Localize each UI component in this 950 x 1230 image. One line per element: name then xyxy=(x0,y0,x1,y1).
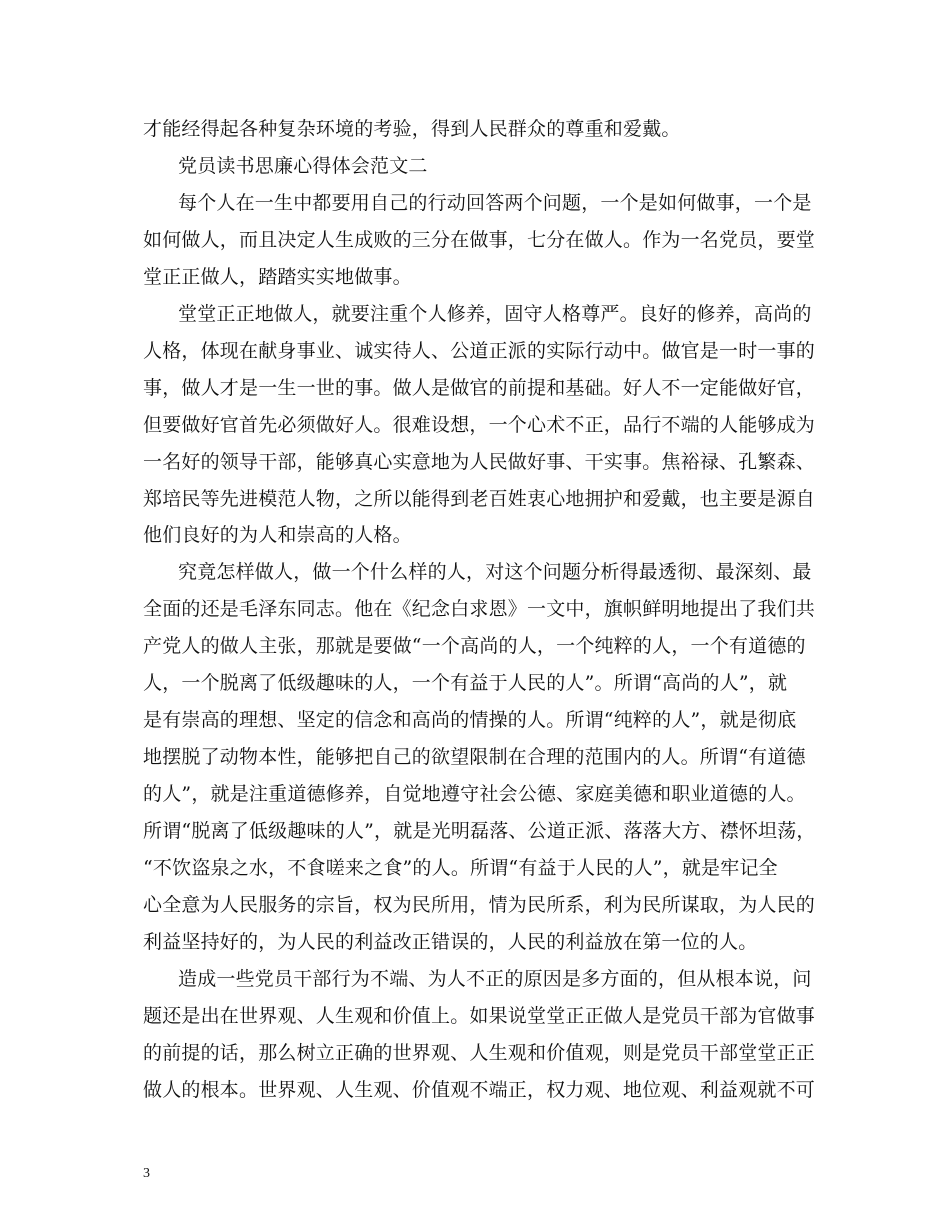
text-line: 心全意为人民服务的宗旨，权为民所用，情为民所系，利为民所谋取，为人民的 xyxy=(143,894,816,916)
text-line: 郑培民等先进模范人物，之所以能得到老百姓衷心地拥护和爱戴，也主要是源自 xyxy=(143,488,816,510)
text-line: 全面的还是毛泽东同志。他在《纪念白求恩》一文中，旗帜鲜明地提出了我们共 xyxy=(143,598,816,620)
text-line: 所谓“脱离了低级趣味的人”，就是光明磊落、公道正派、落落大方、襟怀坦荡， xyxy=(143,820,816,842)
text-line: 产党人的做人主张，那就是要做“一个高尚的人，一个纯粹的人，一个有道德的 xyxy=(143,635,806,657)
text-line: 如何做人，而且决定人生成败的三分在做事，七分在做人。作为一名党员，要堂 xyxy=(143,229,816,251)
text-line: 事，做人才是一生一世的事。做人是做官的前提和基础。好人不一定能做好官， xyxy=(143,377,816,399)
text-line: 造成一些党员干部行为不端、为人不正的原因是多方面的，但从根本说，问 xyxy=(178,968,812,990)
text-line: 每个人在一生中都要用自己的行动回答两个问题，一个是如何做事，一个是 xyxy=(178,192,812,214)
section-heading: 党员读书思廉心得体会范文二 xyxy=(178,155,428,177)
text-line: 利益坚持好的，为人民的利益改正错误的，人民的利益放在第一位的人。 xyxy=(143,931,758,953)
text-line: “不饮盗泉之水，不食嗟来之食”的人。所谓“有益于人民的人”，就是牢记全 xyxy=(143,857,778,879)
text-line: 究竟怎样做人，做一个什么样的人，对这个问题分析得最透彻、最深刻、最 xyxy=(178,561,812,583)
text-line: 的人”，就是注重道德修养，自觉地遵守社会公德、家庭美德和职业道德的人。 xyxy=(143,783,806,805)
text-line: 堂正正做人，踏踏实实地做事。 xyxy=(143,266,412,288)
text-line: 题还是出在世界观、人生观和价值上。如果说堂堂正正做人是党员干部为官做事 xyxy=(143,1005,816,1027)
text-line: 的前提的话，那么树立正确的世界观、人生观和价值观，则是党员干部堂堂正正 xyxy=(143,1042,816,1064)
text-line: 人格，体现在献身事业、诚实待人、公道正派的实际行动中。做官是一时一事的 xyxy=(143,340,816,362)
text-line: 人，一个脱离了低级趣味的人，一个有益于人民的人”。所谓“高尚的人”，就 xyxy=(143,672,788,694)
text-line: 但要做好官首先必须做好人。很难设想，一个心术不正，品行不端的人能够成为 xyxy=(143,414,816,436)
text-line: 他们良好的为人和崇高的人格。 xyxy=(143,524,412,546)
text-line: 做人的根本。世界观、人生观、价值观不端正，权力观、地位观、利益观就不可 xyxy=(143,1079,816,1101)
text-line: 地摆脱了动物本性，能够把自己的欲望限制在合理的范围内的人。所谓“有道德 xyxy=(143,746,806,768)
page-number: 3 xyxy=(143,1166,150,1181)
text-line: 堂堂正正地做人，就要注重个人修养，固守人格尊严。良好的修养，高尚的 xyxy=(178,303,812,325)
text-line: 一名好的领导干部，能够真心实意地为人民做好事、干实事。焦裕禄、孔繁森、 xyxy=(143,451,816,473)
text-line: 才能经得起各种复杂环境的考验，得到人民群众的尊重和爱戴。 xyxy=(143,118,681,140)
text-line: 是有崇高的理想、坚定的信念和高尚的情操的人。所谓“纯粹的人”，就是彻底 xyxy=(143,709,797,731)
